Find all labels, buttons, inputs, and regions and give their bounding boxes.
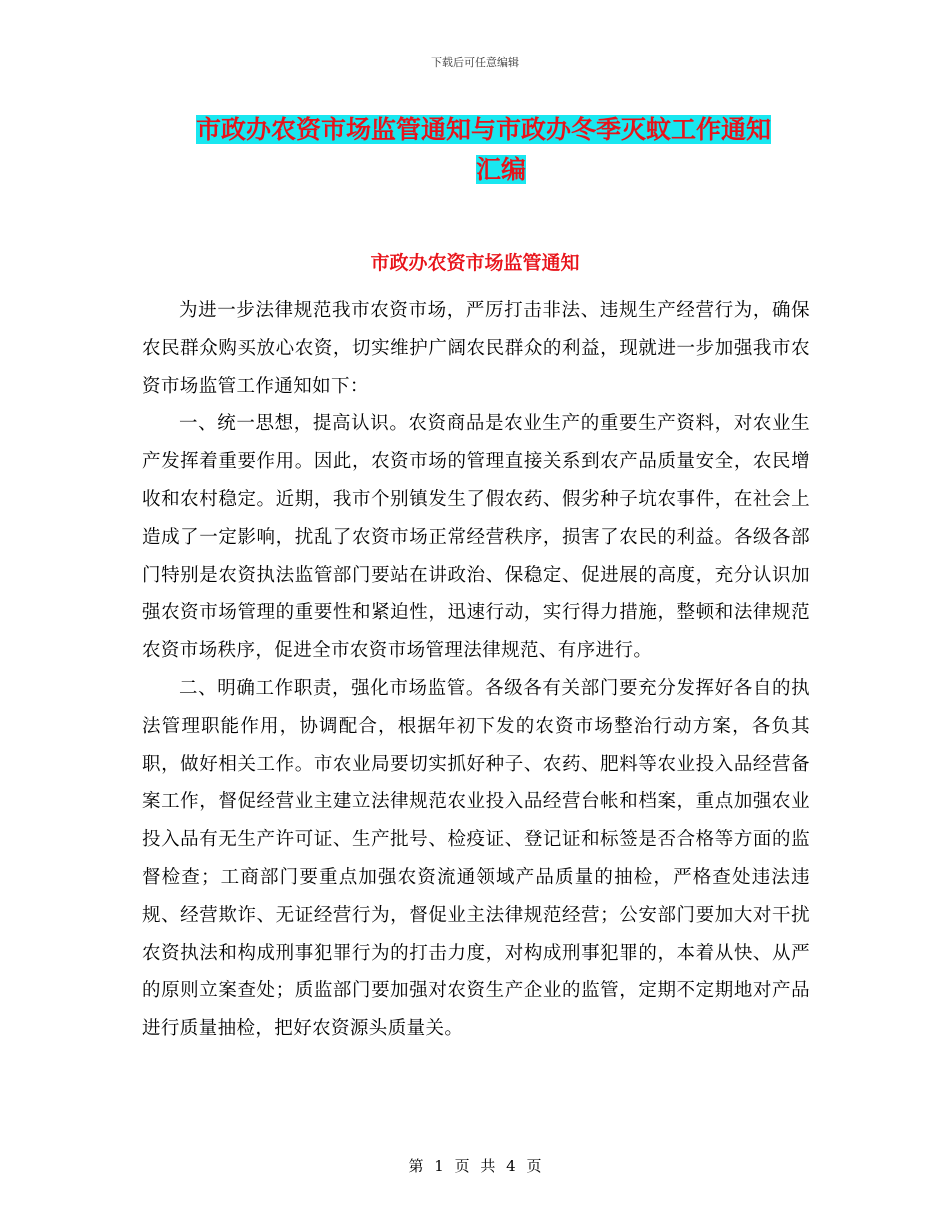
section-title: 市政办农资市场监管通知 [370,252,580,274]
paragraph-intro: 为进一步法律规范我市农资市场，严厉打击非法、违规生产经营行为，确保农民群众购买放心农资，切实维护广阔农民群众的利益，现就进一步加强我市农资市场监管工作通知如下： [142,300,810,397]
page-header: 下载后可任意编辑 [431,56,519,69]
paragraph-2: 二、明确工作职责，强化市场监管。各级各有关部门要充分发挥好各自的执法管理职能作用，协调配合，根据年初下发的农资市场整治行动方案，各负其职，做好相关工作。市农业局要切实抓好种子、农药、肥料等农业投入品经营备案工作，督促经营业主建立法律规范农业投入品经营台帐和档案，重点加强农业投入品有无生产许可证、生产批号、检疫证、登记证和标签是否合格等方面的监督检查；工商部门要重点加强农资流通领域产品质量的抽检，严格查处违法违规、经营欺诈、无证经营行为，督促业主法律规范经营；公安部门要加大对干扰农资执法和构成刑事犯罪行为的打击力度，对构成刑事犯罪的，本着从快、从严的原则立案查处；质监部门要加强对农资生产企业的监管，定期不定期地对产品进行质量抽检，把好农资源头质量关。 [142,677,810,1040]
document-title-line-2: 汇编 [476,155,527,184]
paragraph-1: 一、统一思想，提高认识。农资商品是农业生产的重要生产资料，对农业生产发挥着重要作用。因此，农资市场的管理直接关系到农产品质量安全，农民增收和农村稳定。近期，我市个别镇发生了假农药、假劣种子坑农事件，在社会上造成了一定影响，扰乱了农资市场正常经营秩序，损害了农民的利益。各级各部门特别是农资执法监管部门要站在讲政治、保稳定、促进展的高度，充分认识加强农资市场管理的重要性和紧迫性，迅速行动，实行得力措施，整顿和法律规范农资市场秩序，促进全市农资市场管理法律规范、有序进行。 [142,413,810,662]
page-footer: 第 1 页 共 4 页 [408,1157,542,1175]
document-title [196,112,816,188]
document-title-line-1: 市政办农资市场监管通知与市政办冬季灭蚊工作通知 [196,115,772,144]
document-body [142,292,810,1048]
